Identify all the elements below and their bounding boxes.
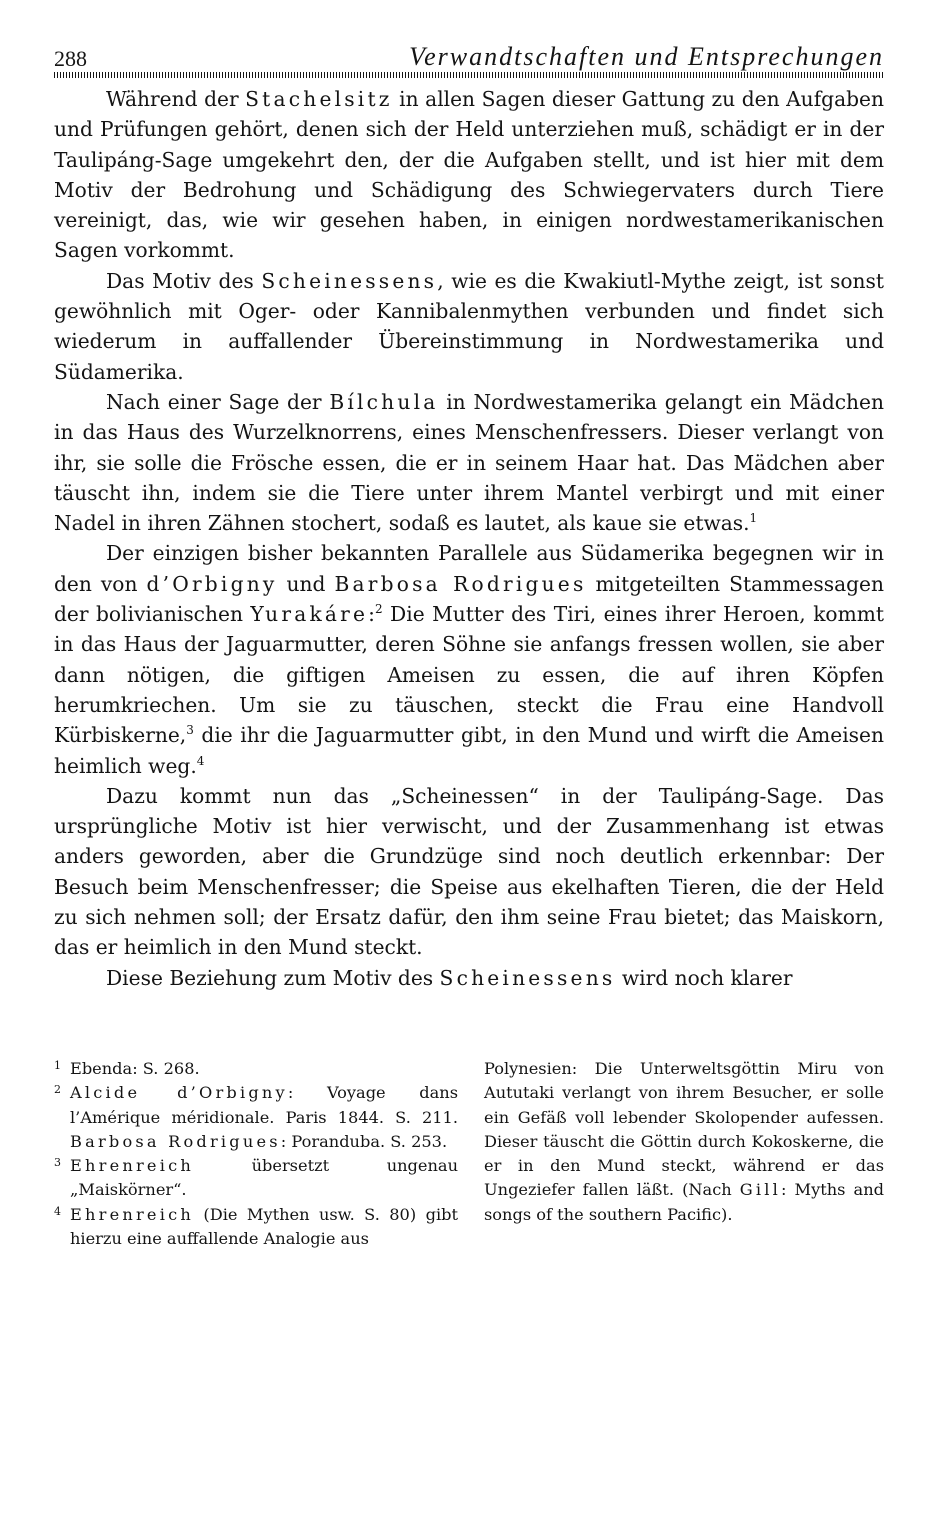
footnote-ref: 1	[749, 511, 758, 526]
page-header	[54, 42, 884, 70]
paragraph-bilchula: Nach einer Sage der Bílchula in Nordwestamerika gelangt ein Mädchen in das Haus des Wurzelknorrens, eines Menschenfressers. Dieser verlangt von ihr, sie solle die Frösche essen, die er in seinem Haar hat. Das Mädchen aber täuscht ihn, indem sie die Tiere unter ihrem Mantel verbirgt und mit einer Nadel in ihren Zähnen stochert, sodaß es lautet, als kaue sie etwas.$^1$	[54, 389, 885, 536]
footnote-3: 3 Ehrenreich übersetzt ungenau „Maiskörner“.	[54, 1156, 458, 1200]
body-text	[54, 84, 884, 993]
footnotes-left-column	[54, 1057, 458, 1251]
page-number: 288	[54, 46, 87, 71]
footnote-2: 2 Alcide d’Orbigny: Voyage dans l’Amérique méridionale. Paris 1844. S. 211. Barbosa Rodrigues: Poranduba. S. 253.	[54, 1083, 458, 1151]
footnotes	[54, 1057, 884, 1251]
running-title: Verwandtschaften und Entsprechungen	[409, 42, 884, 71]
footnote-4-continued: Polynesien: Die Unterweltsgöttin Miru von Aututaki verlangt von ihrem Besucher, er solle ein Gefäß voll lebender Skolopender aufessen. Dieser täuscht die Göttin durch Kokoskerne, die er in den Mund steckt, während er das Ungeziefer fallen läßt. (Nach Gill: Myths and songs of the southern Pacific).	[484, 1059, 884, 1224]
book-page	[54, 42, 884, 993]
footnote-ref: 4	[196, 753, 205, 768]
spaced-term: Yurakáre	[250, 602, 369, 627]
paragraph-taulipang: Dazu kommt nun das „Scheinessen“ in der Taulipáng-Sage. Das ursprüngliche Motiv ist hier verwischt, und der Zusammenhang ist etwas anders geworden, aber die Grundzüge sind noch deutlich erkennbar: Der Besuch beim Menschenfresser; die Speise aus ekelhaften Tieren, die der Held zu sich nehmen soll; der Ersatz dafür, den ihm seine Frau bietet; das Maiskorn, das er heimlich in den Mund steckt.	[54, 783, 884, 960]
paragraph-yurakare: Der einzigen bisher bekannten Parallele aus Südamerika begegnen wir in den von d’Orbigny und Barbosa Rodrigues mitgeteilten Stammessagen der bolivianischen Yurakáre:$^2$ Die Mutter des Tiri, eines ihrer Heroen, kommt in das Haus der Jaguarmutter, deren Söhne sie anfangs fressen wollen, sie aber dann nötigen, die giftigen Ameisen zu essen, die auf ihren Köpfen herumkriechen. Um sie zu täuschen, steckt die Frau eine Handvoll Kürbiskerne,$^3$ die ihr die Jaguarmutter gibt, in den Mund und wirft die Ameisen heimlich weg.$^4$	[54, 541, 884, 778]
spaced-term: d’Orbigny	[146, 571, 278, 596]
spaced-term: Scheinessens	[261, 268, 438, 293]
spaced-term: Bílchula	[329, 389, 439, 414]
paragraph-stachelsitz: Während der Stachelsitz in allen Sagen dieser Gattung zu den Aufgaben und Prüfungen gehört, denen sich der Held unterziehen muß, schädigt er in der Taulipáng-Sage umgekehrt den, der die Aufgaben stellt, und ist hier mit dem Motiv der Bedrohung und Schädigung des Schwiegervaters durch Tiere vereinigt, das, wie wir gesehen haben, in einigen nordwestamerikanischen Sagen vorkommt.	[54, 87, 884, 263]
footnote-ref: 2	[374, 602, 383, 617]
footnote-ref: 3	[186, 723, 194, 738]
footnotes-right-column	[484, 1057, 884, 1251]
header-rule	[54, 72, 884, 78]
footnote-1: 1 Ebenda: S. 268.	[54, 1059, 200, 1078]
spaced-term: Barbosa Rodrigues	[334, 571, 587, 596]
spaced-term: Scheinessens	[439, 965, 616, 990]
paragraph-scheinessen: Das Motiv des Scheinessens, wie es die Kwakiutl-Mythe zeigt, ist sonst gewöhnlich mit Oger- oder Kannibalenmythen verbunden und findet sich wiederum in auffallender Übereinstimmung in Nordwestamerika und Südamerika.	[54, 268, 884, 384]
spaced-term: Stachelsitz	[245, 87, 393, 111]
footnote-4: 4 Ehrenreich (Die Mythen usw. S. 80) gibt hierzu eine auffallende Analogie aus	[54, 1204, 458, 1249]
paragraph-beziehung: Diese Beziehung zum Motiv des Scheinessens wird noch klarer	[106, 965, 793, 990]
